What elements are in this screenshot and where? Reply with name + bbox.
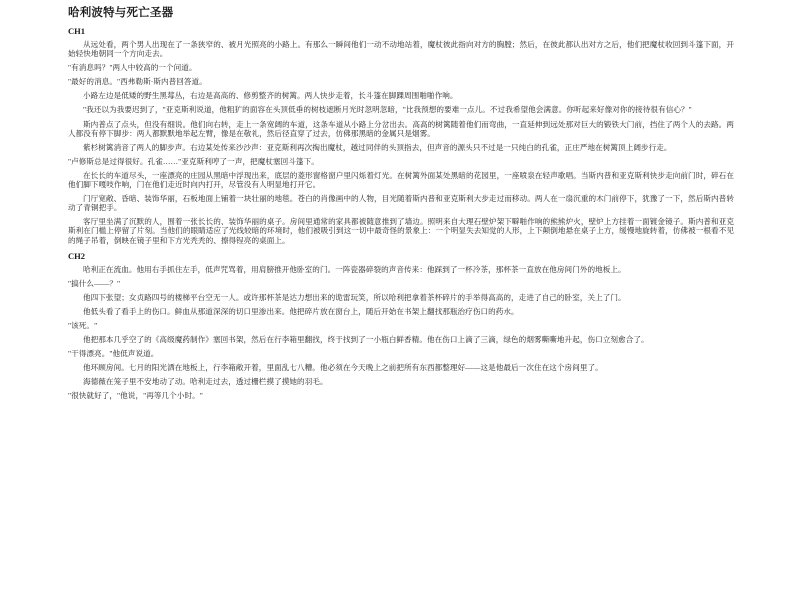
paragraph: 他四下张望；女贞路四号的楼梯平台空无一人。或许那杯茶是达力想出来的诡雷玩笑，所以哈利把拿着茶杯碎片的手举得高高的，走进了自己的卧室，关上了门。 xyxy=(83,292,626,302)
paragraph: 小路左边是低矮的野生黑莓丛，右边是高高的、修剪整齐的树篱。两人快步走着，长斗篷在脚踝周围啪啪作响。 xyxy=(83,91,458,101)
paragraph: 他把那本几乎空了的《高级魔药制作》塞回书架，然后在行李箱里翻找，终于找到了一小瓶白鲜香精。他在伤口上滴了三滴，绿色的烟雾嘶嘶地升起，伤口立刻愈合了。 xyxy=(83,335,649,345)
section-heading-chapter-1: CH1 xyxy=(68,26,85,36)
paragraph: "很快就好了，"他说，"再等几个小时。" xyxy=(68,391,203,401)
paragraph: 在长长的车道尽头，一座漂亮的庄园从黑暗中浮现出来，底层的菱形窗格窗户里闪烁着灯光。在树篱外面某处黑暗的花园里，一座喷泉在轻声歌唱。当斯内普和亚克斯利快步走向前门时，碎石在他们脚下嘎吱作响，门在他们走近时向内打开，尽管没有人明显地打开它。 xyxy=(68,170,734,190)
paragraph: "搞什么——？" xyxy=(68,278,121,288)
paragraph: 紫杉树篱消音了两人的脚步声。右边某处传来沙沙声：亚克斯利再次掏出魔杖，越过同伴的头顶指去，但声音的源头只不过是一只纯白的孔雀，正庄严地在树篱顶上阔步行走。 xyxy=(83,142,672,152)
section-heading-chapter-2: CH2 xyxy=(68,250,85,261)
paragraph: 哈利正在流血。他用右手抓住左手，低声咒骂着，用肩膀推开他卧室的门。一阵瓷器碎裂的声音传来：他踩到了一杯冷茶，那杯茶一直放在他房间门外的地板上。 xyxy=(83,264,626,274)
paragraph: 他低头看了看手上的伤口。鲜血从那道深深的切口里渗出来。他把碎片放在窗台上，随后开始在书架上翻找那瓶治疗伤口的药水。 xyxy=(83,306,519,316)
page-title: 哈利波特与死亡圣器 xyxy=(68,7,174,19)
paragraph: "有消息吗？"两人中较高的一个问道。 xyxy=(68,63,197,73)
paragraph: "干得漂亮。"他低声说道。 xyxy=(68,349,159,359)
paragraph: "该死。" xyxy=(68,320,98,330)
paragraph: 客厅里坐满了沉默的人，围着一张长长的、装饰华丽的桌子。房间里通常的家具都被随意推到了墙边。照明来自大理石壁炉架下噼啪作响的熊熊炉火，壁炉上方挂着一面镀金镜子。斯内普和亚克斯利在门槛上停留了片刻。当他们的眼睛适应了光线较暗的环境时，他们被吸引到这一切中最奇怪的景象上：一个明显失去知觉的人形，上下颠倒地悬在桌子上方，缓慢地旋转着，仿佛被一根看不见的绳子吊着，倒映在镜子里和下方光秃秃的、擦得锃亮的桌面上。 xyxy=(68,217,734,245)
paragraph: 海德薇在笼子里不安地动了动。哈利走过去，透过栅栏摸了摸她的羽毛。 xyxy=(83,377,328,387)
document-body xyxy=(68,6,734,594)
paragraph: 门厅宽敞、昏暗、装饰华丽，石板地面上铺着一块壮丽的地毯。苍白的肖像画中的人物，目光随着斯内普和亚克斯利大步走过而移动。两人在一扇沉重的木门前停下，犹豫了一下，然后斯内普转动了青铜把手。 xyxy=(68,194,734,213)
paragraph: "我还以为我要迟到了，"亚克斯利说道，他粗犷的面容在头顶低垂的树枝遮断月光时忽明忽暗，"比我预想的要难一点儿。不过我希望他会满意。你听起来好像对你的接待很有信心？" xyxy=(83,105,692,115)
paragraph: "最好的消息。"西弗勒斯·斯内普回答道。 xyxy=(68,77,207,87)
paragraph: 斯内普点了点头，但没有细说。他们向右转，走上一条宽阔的车道，这条车道从小路上分岔出去。高高的树篱随着他们而弯曲，一直延伸到远处那对巨大的锻铁大门前，挡住了两个人的去路。两人都没有停下脚步：两人都默默地举起左臂，像是在敬礼，然后径直穿了过去，仿佛那黑暗的金属只是烟雾。 xyxy=(68,119,734,138)
paragraph: "卢修斯总是过得很好。孔雀……"亚克斯利哼了一声，把魔杖塞回斗篷下。 xyxy=(68,156,319,166)
paragraph: 他环顾房间。七月的阳光洒在地板上，行李箱敞开着，里面乱七八糟。他必须在今天晚上之前把所有东西都整理好——这是他最后一次住在这个房间里了。 xyxy=(83,363,603,373)
paragraph: 从远处看，两个男人出现在了一条狭窄的、被月光照亮的小路上。有那么一瞬间他们一动不动地站着，魔杖彼此指向对方的胸膛；然后，在彼此都认出对方之后，他们把魔杖收回到斗篷下面，开始轻快地朝同一个方向走去。 xyxy=(68,40,734,59)
